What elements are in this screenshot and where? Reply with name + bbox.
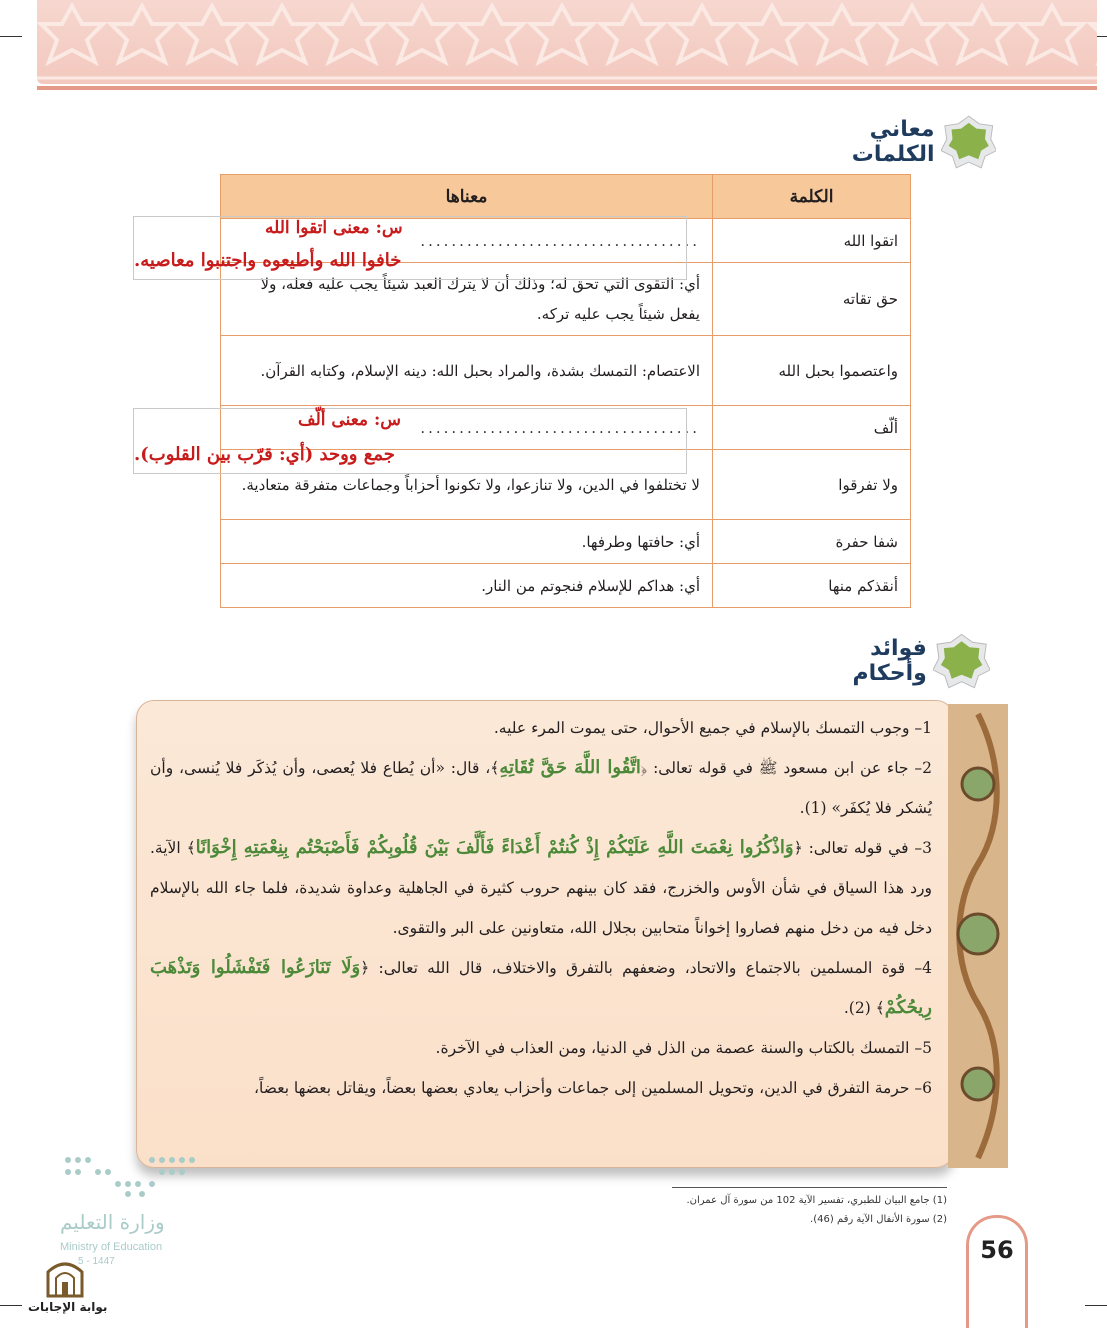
footnote: (2) سورة الأنفال الآية رقم (46). <box>810 1214 947 1225</box>
cell-word: أنقذكم منها <box>713 564 911 608</box>
table-row <box>221 564 911 608</box>
octagon-badge-icon <box>933 632 990 690</box>
ministry-english-name: Ministry of Education <box>60 1241 163 1253</box>
table-row <box>221 520 911 564</box>
quran-verse: وَلَا تَنَازَعُوا فَتَفْشَلُوا وَتَذْهَبَ رِيحُكُمْ <box>150 957 932 1018</box>
list-item: 5– التمسك بالكتاب والسنة عصمة من الذل في الدنيا، ومن العذاب في الآخرة. <box>435 1039 932 1057</box>
crop-mark <box>0 36 22 37</box>
quran-verse: وَاذْكُرُوا نِعْمَتَ اللَّهِ عَلَيْكُمْ إِذْ كُنتُمْ أَعْدَاءً فَأَلَّفَ بَيْنَ قُلُوبِكُمْ فَأَصْبَحْتُم بِنِعْمَتِهِ إِخْوَانًا <box>195 837 794 858</box>
cell-word: ولا تفرقوا <box>713 450 911 520</box>
cell-word: حق تقاته <box>713 263 911 336</box>
annotation-question: س: معنى اتقوا الله <box>265 218 403 238</box>
quran-verse: اتَّقُوا اللَّهَ حَقَّ تُقَاتِهِ <box>499 757 641 778</box>
cell-meaning-blank[interactable]: .................................... <box>221 219 713 263</box>
header-rule <box>37 86 1097 90</box>
header-banner <box>37 0 1097 84</box>
octagon-badge-icon <box>941 113 997 171</box>
site-logo-icon <box>44 1254 86 1298</box>
crop-mark <box>0 1305 22 1306</box>
cell-word: واعتصموا بحبل الله <box>713 336 911 406</box>
benefits-list <box>150 708 932 1108</box>
section-title-text: فوائد وأحكام <box>852 636 927 686</box>
annotation-answer: جمع ووحد (أي: قرّب بين القلوب). <box>134 444 395 465</box>
annotation-question: س: معنى ألّف <box>298 410 401 430</box>
cell-word: شفا حفرة <box>713 520 911 564</box>
geometric-pattern <box>37 0 1097 84</box>
page-number-tab <box>966 1215 1028 1328</box>
cell-meaning: أي: حافتها وطرفها. <box>221 520 713 564</box>
header-word: الكلمة <box>713 175 911 219</box>
cell-word: اتقوا الله <box>713 219 911 263</box>
list-item: 4– قوة المسلمين بالاجتماع والاتحاد، وضعفهم بالتفرق والاختلاف، قال الله تعالى: ﴿وَلَا تَنَازَعُوا فَتَفْشَلُوا وَتَذْهَبَ رِيحُكُمْ﴾ (2). <box>150 957 933 1018</box>
section-title-benefits <box>790 634 990 688</box>
ornament-border-icon <box>948 704 1008 1168</box>
ministry-arabic-name: وزارة التعليم <box>60 1210 165 1234</box>
section-title-text: معاني الكلمات <box>851 117 935 167</box>
crop-mark <box>1085 1305 1107 1306</box>
cell-meaning: أي: هداكم للإسلام فنجوتم من النار. <box>221 564 713 608</box>
ministry-year: 5 - 1447 <box>78 1256 115 1267</box>
cell-meaning: الاعتصام: التمسك بشدة، والمراد بحبل الله: دينه الإسلام، وكتابه القرآن. <box>221 336 713 406</box>
list-item: 1– وجوب التمسك بالإسلام في جميع الأحوال، حتى يموت المرء عليه. <box>493 719 932 737</box>
list-item: 2– جاء عن ابن مسعود ﷺ في قوله تعالى: ﴿اتَّقُوا اللَّهَ حَقَّ تُقَاتِهِ﴾، قال: «أن يُطاع فلا يُعصى، وأن يُذكَر فلا يُنسى، وأن يُشكر فلا يُكفَر» (1). <box>150 757 932 817</box>
table-header-row <box>221 175 911 219</box>
footnote: (1) جامع البيان للطبري، تفسير الآية 102 من سورة آل عمران. <box>686 1195 947 1206</box>
site-label[interactable]: بوابة الإجابات <box>28 1300 108 1314</box>
section-title-word-meanings <box>786 116 996 168</box>
annotation-answer: خافوا الله وأطيعوه واجتنبوا معاصيه. <box>134 250 402 271</box>
cell-meaning-blank[interactable]: .................................... <box>221 406 713 450</box>
list-item: 3– في قوله تعالى: ﴿وَاذْكُرُوا نِعْمَتَ اللَّهِ عَلَيْكُمْ إِذْ كُنتُمْ أَعْدَاءً فَأَلَّفَ بَيْنَ قُلُوبِكُمْ فَأَصْبَحْتُم بِنِعْمَتِهِ إِخْوَانًا﴾ الآية. ورد هذا السياق في شأن الأوس والخزرج، فقد كان بينهم حروب كثيرة في الجاهلية وعداوة شديدة، فلما جاء الله بالإسلام دخل فيه من دخل منهم فصاروا إخواناً متحابين بجلال الله، متعاونين على البر والتقوى. <box>150 837 932 937</box>
ministry-dots-logo-icon <box>62 1154 198 1198</box>
footnote-rule <box>672 1187 947 1188</box>
header-meaning: معناها <box>221 175 713 219</box>
cell-meaning: أي: التقوى التي تحق له؛ وذلك أن لا يترك العبد شيئاً يجب عليه فعله، ولا يفعل شيئاً يجب عليه تركه. <box>221 263 713 336</box>
table-row <box>221 336 911 406</box>
cell-word: ألّف <box>713 406 911 450</box>
list-item: 6– حرمة التفرق في الدين، وتحويل المسلمين إلى جماعات وأحزاب يعادي بعضها بعضاً، ويقاتل بعضها بعضاً، <box>254 1079 932 1097</box>
cell-meaning: لا تختلفوا في الدين، ولا تنازعوا، ولا تكونوا أحزاباً وجماعات متفرقة متعادية. <box>221 450 713 520</box>
page-number: 56 <box>980 1236 1014 1264</box>
